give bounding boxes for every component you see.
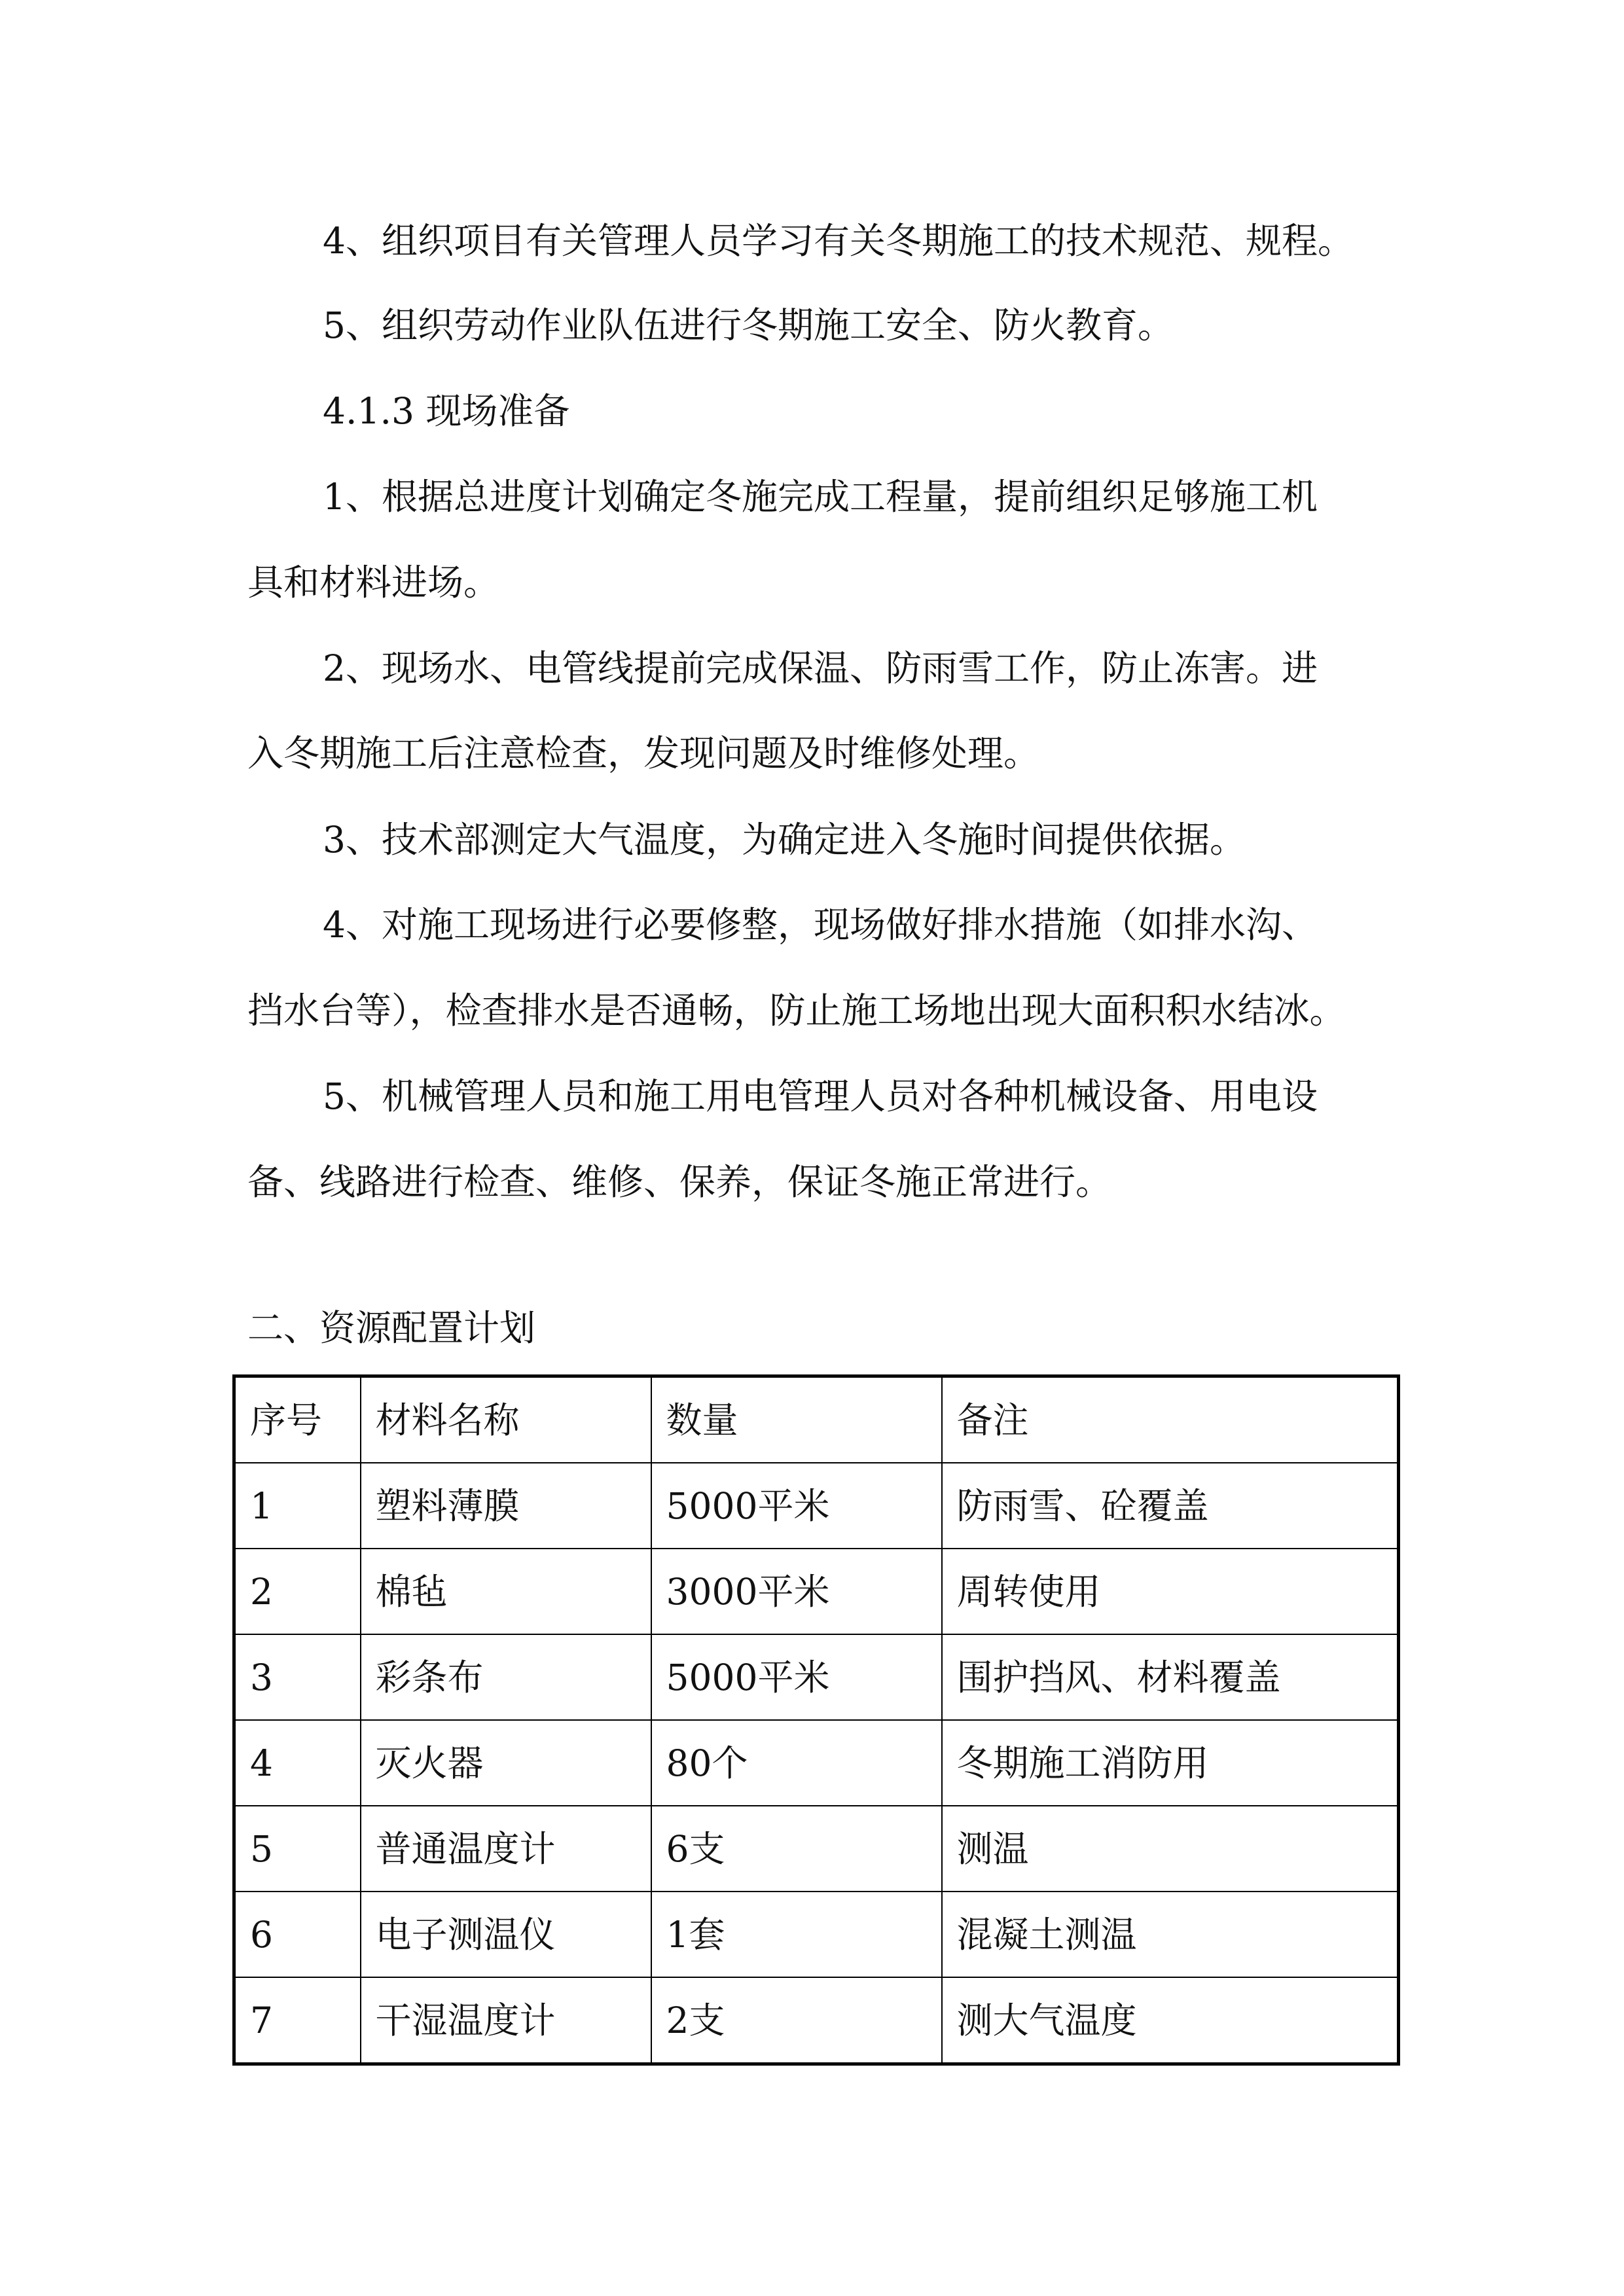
paragraph-site-4-line-2: 挡水台等），检查排水是否通畅，防止施工场地出现大面积积水结冰。 xyxy=(247,990,1346,1031)
cell-remark: 测温 xyxy=(942,1806,1399,1892)
header-remark: 备注 xyxy=(942,1376,1399,1463)
paragraph-safety-education: 5、组织劳动作业队伍进行冬期施工安全、防火教育。 xyxy=(323,304,1174,346)
paragraph-site-5-line-2: 备、线路进行检查、维修、保养，保证冬施正常进行。 xyxy=(247,1161,1112,1203)
paragraph-site-1-line-1: 1、根据总进度计划确定冬施完成工程量，提前组织足够施工机 xyxy=(323,476,1318,518)
paragraph-site-2-line-2: 入冬期施工后注意检查，发现问题及时维修处理。 xyxy=(247,732,1040,774)
cell-quantity: 2支 xyxy=(651,1977,942,2064)
cell-index: 5 xyxy=(234,1806,361,1892)
cell-remark: 围护挡风、材料覆盖 xyxy=(942,1634,1399,1720)
header-index: 序号 xyxy=(234,1376,361,1463)
cell-index: 1 xyxy=(234,1463,361,1549)
cell-material-name: 灭火器 xyxy=(361,1720,651,1806)
cell-remark: 混凝土测温 xyxy=(942,1892,1399,1977)
paragraph-training: 4、组织项目有关管理人员学习有关冬期施工的技术规范、规程。 xyxy=(323,220,1354,262)
cell-index: 7 xyxy=(234,1977,361,2064)
paragraph-site-3: 3、技术部测定大气温度，为确定进入冬施时间提供依据。 xyxy=(323,819,1246,861)
cell-quantity: 80个 xyxy=(651,1720,942,1806)
cell-quantity: 1套 xyxy=(651,1892,942,1977)
header-material-name: 材料名称 xyxy=(361,1376,651,1463)
cell-index: 4 xyxy=(234,1720,361,1806)
cell-remark: 测大气温度 xyxy=(942,1977,1399,2064)
cell-material-name: 彩条布 xyxy=(361,1634,651,1720)
table-row xyxy=(234,1720,1399,1806)
table-row xyxy=(234,1806,1399,1892)
cell-remark: 防雨雪、砼覆盖 xyxy=(942,1463,1399,1549)
resource-section-title: 二、资源配置计划 xyxy=(247,1307,536,1349)
cell-material-name: 塑料薄膜 xyxy=(361,1463,651,1549)
cell-quantity: 6支 xyxy=(651,1806,942,1892)
cell-index: 6 xyxy=(234,1892,361,1977)
table-row xyxy=(234,1463,1399,1549)
cell-remark: 冬期施工消防用 xyxy=(942,1720,1399,1806)
cell-index: 3 xyxy=(234,1634,361,1720)
section-heading: 4.1.3 现场准备 xyxy=(323,390,570,432)
cell-material-name: 棉毡 xyxy=(361,1549,651,1634)
table-row xyxy=(234,1634,1399,1720)
paragraph-site-1-line-2: 具和材料进场。 xyxy=(247,562,500,603)
cell-index: 2 xyxy=(234,1549,361,1634)
paragraph-site-4-line-1: 4、对施工现场进行必要修整，现场做好排水措施（如排水沟、 xyxy=(323,904,1318,946)
cell-remark: 周转使用 xyxy=(942,1549,1399,1634)
cell-quantity: 3000平米 xyxy=(651,1549,942,1634)
table-row xyxy=(234,1977,1399,2064)
cell-material-name: 电子测温仪 xyxy=(361,1892,651,1977)
table-row xyxy=(234,1892,1399,1977)
header-quantity: 数量 xyxy=(651,1376,942,1463)
cell-quantity: 5000平米 xyxy=(651,1463,942,1549)
cell-material-name: 干湿温度计 xyxy=(361,1977,651,2064)
table-row xyxy=(234,1549,1399,1634)
cell-material-name: 普通温度计 xyxy=(361,1806,651,1892)
resource-table xyxy=(232,1374,1400,2066)
paragraph-site-5-line-1: 5、机械管理人员和施工用电管理人员对各种机械设备、用电设 xyxy=(323,1075,1318,1117)
cell-quantity: 5000平米 xyxy=(651,1634,942,1720)
table-header-row xyxy=(234,1376,1399,1463)
paragraph-site-2-line-1: 2、现场水、电管线提前完成保温、防雨雪工作，防止冻害。进 xyxy=(323,647,1318,689)
